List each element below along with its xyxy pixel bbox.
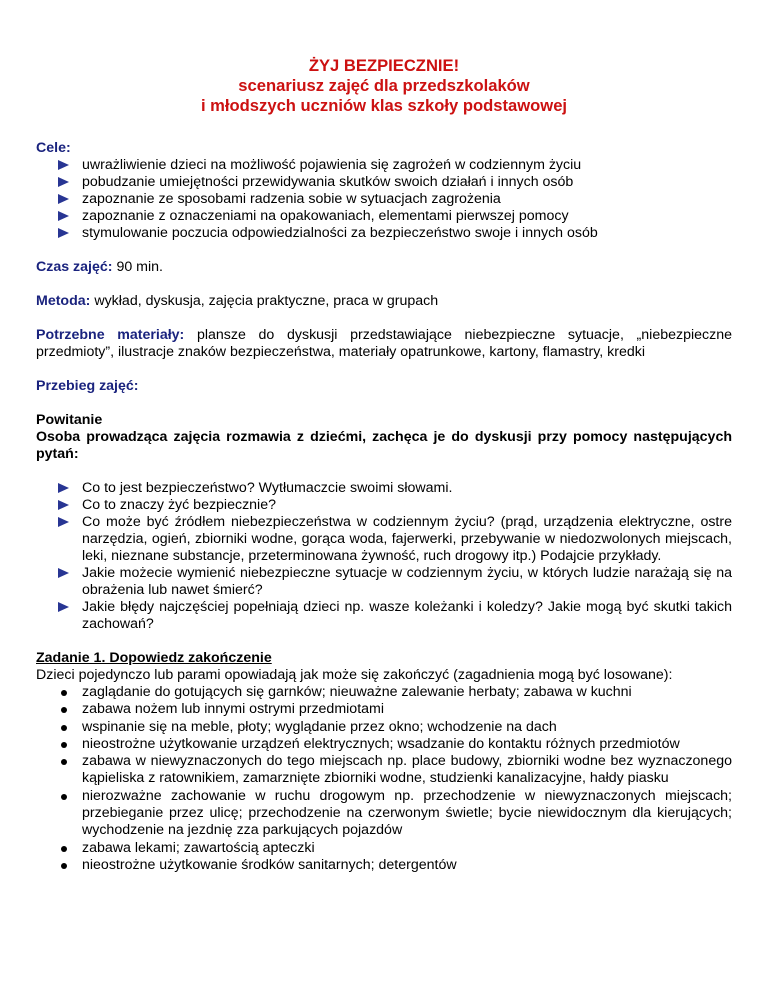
arrow-bullet-icon	[58, 517, 69, 527]
bullet-icon	[61, 863, 67, 869]
greeting-title: Powitanie	[36, 412, 103, 428]
list-item: Co to znaczy żyć bezpiecznie?	[58, 497, 732, 514]
list-item: uwrażliwienie dzieci na możliwość pojawienia się zagrożeń w codziennym życiu	[58, 157, 732, 174]
list-item: stymulowanie poczucia odpowiedzialności za bezpieczeństwo swoje i innych osób	[58, 225, 732, 242]
bullet-icon	[61, 759, 67, 765]
list-item: Jakie możecie wymienić niebezpieczne sytuacje w codziennym życiu, w których ludzie narażają się na obrażenia lub nawet śmierć?	[58, 565, 732, 599]
task1-title: Zadanie 1. Dopowiedz zakończenie	[36, 650, 272, 666]
list-item: wspinanie się na meble, płoty; wyglądanie przez okno; wchodzenie na dach	[58, 719, 732, 736]
list-item: zapoznanie ze sposobami radzenia sobie w sytuacjach zagrożenia	[58, 191, 732, 208]
list-item: nierozważne zachowanie w ruchu drogowym np. przechodzenie w niewyznaczonych miejscach; przebieganie przez ulicę; przechodzenie na czerwonym świetle; bycie niewidocznym dla kierujących; wychodzenie na jezdnię zza parkujących pojazdów	[58, 788, 732, 840]
title-line-2: scenariusz zajęć dla przedszkolaków	[238, 76, 530, 95]
arrow-bullet-icon	[58, 160, 69, 170]
bullet-icon	[61, 725, 67, 731]
title-line-3: i młodszych uczniów klas szkoły podstawowej	[200, 96, 568, 115]
title-line-1: ŻYJ BEZPIECZNIE!	[308, 56, 460, 75]
method-section	[36, 293, 732, 310]
arrow-bullet-icon	[58, 602, 69, 612]
goals-label: Cele:	[36, 140, 71, 156]
task1-list	[36, 684, 732, 874]
list-item: Co może być źródłem niebezpieczeństwa w codziennym życiu? (prąd, urządzenia elektryczne, ostre narzędzia, ogień, zbiorniki wodne, gorąca woda, fajerwerki, przebywanie w niedozwolonych miejscach, leki, nieznane substancje, przeterminowana żywność, ruch drogowy itp.) Podajcie przykłady.	[58, 514, 732, 565]
arrow-bullet-icon	[58, 483, 69, 493]
course-label: Przebieg zajęć:	[36, 378, 139, 394]
greeting-intro: Osoba prowadząca zajęcia rozmawia z dziećmi, zachęca je do dyskusji przy pomocy następujących pytań:	[36, 429, 732, 462]
document-title	[36, 56, 732, 116]
list-item: zaglądanie do gotujących się garnków; nieuważne zalewanie herbaty; zabawa w kuchni	[58, 684, 732, 701]
list-item: Co to jest bezpieczeństwo? Wytłumaczcie swoimi słowami.	[58, 480, 732, 497]
greeting-section	[36, 412, 732, 633]
bullet-icon	[61, 707, 67, 713]
document-page	[36, 56, 732, 874]
list-item: nieostrożne użytkowanie urządzeń elektrycznych; wsadzanie do kontaktu różnych przedmiotów	[58, 736, 732, 753]
arrow-bullet-icon	[58, 211, 69, 221]
arrow-bullet-icon	[58, 228, 69, 238]
materials-label: Potrzebne materiały:	[36, 327, 185, 343]
list-item: zabawa w niewyznaczonych do tego miejscach np. place budowy, zbiorniki wodne bez wyznaczonego kąpieliska z ratownikiem, zamarznięte zbiorniki wodne, studzienki kanalizacyjne, hałdy piasku	[58, 753, 732, 788]
list-item: zabawa nożem lub innymi ostrymi przedmiotami	[58, 701, 732, 718]
arrow-bullet-icon	[58, 568, 69, 578]
task1-intro: Dzieci pojedynczo lub parami opowiadają jak może się zakończyć (zagadnienia mogą być losowane):	[36, 667, 673, 683]
method-label: Metoda:	[36, 293, 91, 309]
bullet-icon	[61, 794, 67, 800]
arrow-bullet-icon	[58, 500, 69, 510]
goals-section	[36, 140, 732, 242]
list-item: zapoznanie z oznaczeniami na opakowaniach, elementami pierwszej pomocy	[58, 208, 732, 225]
method-value: wykład, dyskusja, zajęcia praktyczne, praca w grupach	[94, 293, 439, 309]
bullet-icon	[61, 846, 67, 852]
list-item: zabawa lekami; zawartością apteczki	[58, 840, 732, 857]
bullet-icon	[61, 742, 67, 748]
time-section	[36, 259, 732, 276]
list-item: pobudzanie umiejętności przewidywania skutków swoich działań i innych osób	[58, 174, 732, 191]
time-value: 90 min.	[116, 259, 163, 275]
time-label: Czas zajęć:	[36, 259, 113, 275]
course-section	[36, 378, 732, 395]
arrow-bullet-icon	[58, 177, 69, 187]
list-item: nieostrożne użytkowanie środków sanitarnych; detergentów	[58, 857, 732, 874]
list-item: Jakie błędy najczęściej popełniają dzieci np. wasze koleżanki i koledzy? Jakie mogą być skutki takich zachowań?	[58, 599, 732, 633]
materials-value: plansze do dyskusji przedstawiające niebezpieczne sytuacje, „niebezpieczne przedmioty”, ilustracje znaków bezpieczeństwa, materiały opatrunkowe, kartony, flamastry, kredki	[36, 327, 732, 360]
arrow-bullet-icon	[58, 194, 69, 204]
task1-section	[36, 650, 732, 874]
materials-section	[36, 327, 732, 361]
goals-list	[36, 157, 732, 242]
bullet-icon	[61, 690, 67, 696]
questions-list	[36, 480, 732, 633]
